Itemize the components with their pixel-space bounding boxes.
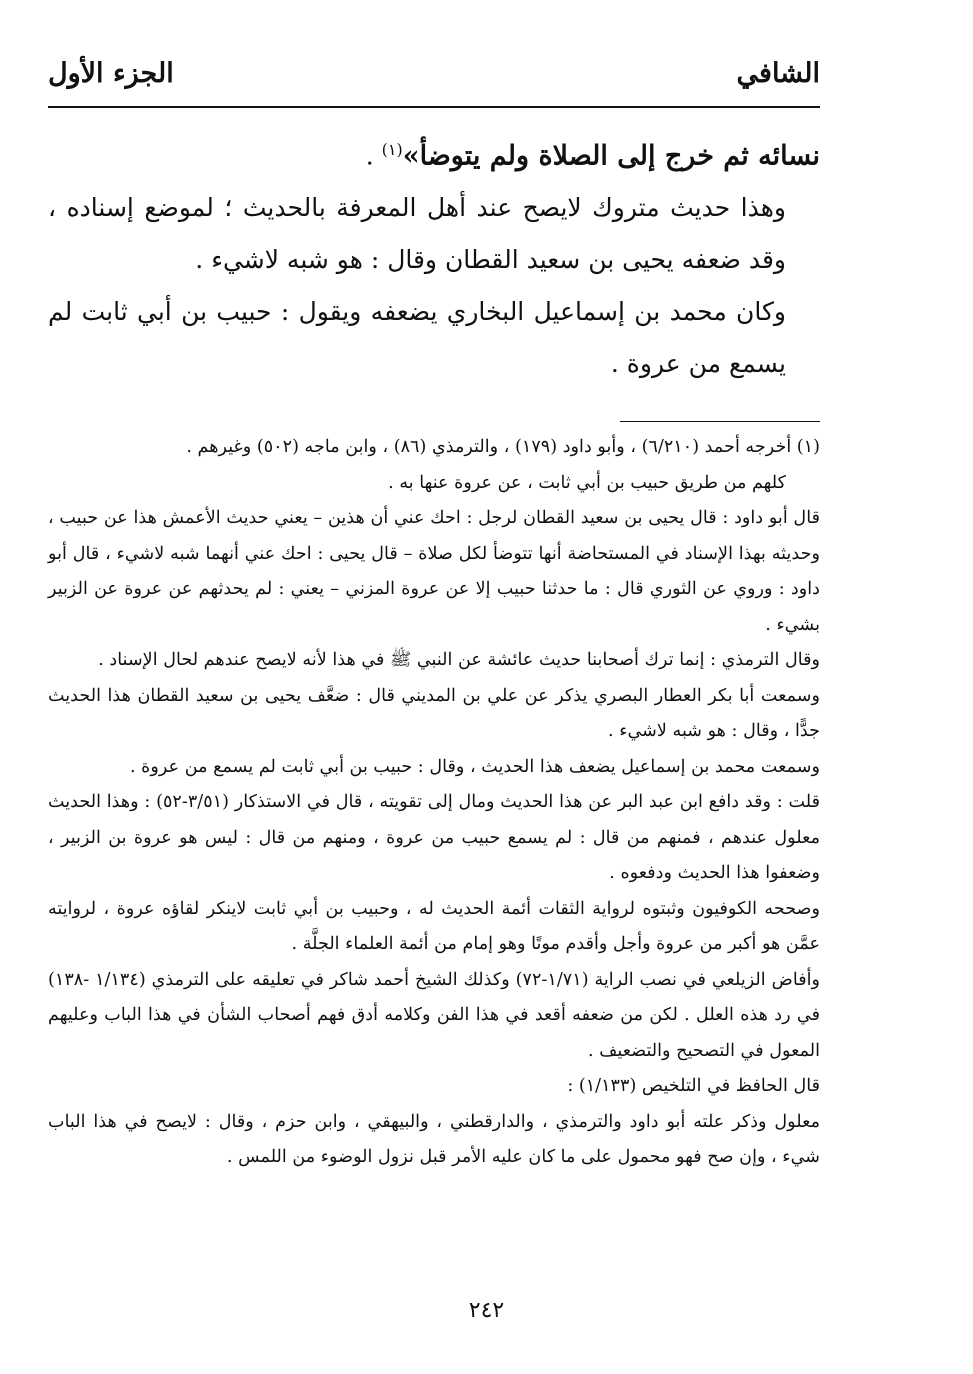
footnote-paragraph: قلت : وقد دافع ابن عبد البر عن هذا الحديث ومال إلى تقويته ، قال في الاستذكار (٣/٥١-٥٢) : وهذا الحديث معلول عندهم ، فمنهم من قال : لم يسمع حبيب من عروة ، ومنهم من قال : ليس هو عروة بن الزبير ، وضعفوا هذا الحديث ودفعوه .: [48, 792, 820, 883]
footnote-paragraph: وقال الترمذي : إنما ترك أصحابنا حديث عائشة عن النبي ﷺ في هذا لأنه لايصح عندهم لحال الإسناد .: [98, 650, 820, 670]
page-number: ٢٤٢: [468, 1298, 505, 1323]
footnote-paragraph: معلول وذكر علته أبو داود والترمذي ، والدارقطني ، والبيهقي ، وابن حزم ، وقال : لايصح في هذا الباب شيء ، وإن صح فهو محمول على ما كان عليه الأمر قبل نزول الوضوء من اللمس .: [48, 1111, 820, 1167]
footnote-line: كلهم من طريق حبيب بن أبي ثابت ، عن عروة عنها به .: [388, 472, 786, 493]
book-title: الشافي: [736, 58, 820, 89]
footnote-paragraph: وسمعت أبا بكر العطار البصري يذكر عن علي بن المديني قال : ضعَّف يحيى بن سعيد القطان هذا الحديث جدًّا ، وقال : هو شبه لاشيء .: [48, 685, 820, 741]
footnote-paragraph: وصححه الكوفيون وثبتوه لرواية الثقات أئمة الحديث له ، وحبيب بن أبي ثابت لاينكر لقاؤه عروة ، لروايته عمَّن هو أكبر من عروة وأجل وأقدم موتًا وهو إمام من أئمة العلماء الجلَّة .: [48, 898, 820, 954]
line-end: .: [365, 141, 382, 171]
footnotes: [48, 430, 820, 1176]
main-paragraph-2: وهذا حديث متروك لايصح عند أهل المعرفة بالحديث ؛ لموضع إسناده ، وقد ضعفه يحيى بن سعيد القطان وقال : هو شبه لاشيء .: [48, 193, 786, 275]
main-paragraph-3: وكان محمد بن إسماعيل البخاري يضعفه ويقول : حبيب بن أبي ثابت لم يسمع من عروة .: [48, 297, 786, 379]
main-line-1: [48, 124, 820, 182]
footnote-1: (١) أخرجه أحمد (٦/٢١٠) ، وأبو داود (١٧٩) ، والترمذي (٨٦) ، وابن ماجه (٥٠٢) وغيرهم .: [186, 437, 820, 457]
hadith-end-text: نسائه ثم خرج إلى الصلاة ولم يتوضأ»: [402, 140, 820, 172]
footnote-separator: [620, 421, 820, 422]
main-text: [48, 124, 820, 390]
footnote-paragraph: قال أبو داود : قال يحيى بن سعيد القطان لرجل : احك عني أن هذين – يعني حديث الأعمش هذا عن حبيب ، وحديثه بهذا الإسناد في المستحاضة أنها تتوضأ لكل صلاة – قال يحيى : احك عني أنهما شبه لاشيء ، قال أبو داود : وروي عن الثوري قال : ما حدثنا حبيب إلا عن عروة المزني – يعني : لم يحدثهم عن عروة عن الزبير بشيء .: [48, 508, 820, 635]
footnote-paragraph: وأفاض الزيلعي في نصب الراية (١/٧١-٧٢) وكذلك الشيخ أحمد شاكر في تعليقه على الترمذي (١/١٣٤ -١٣٨) في رد هذه العلل . لكن من ضعفه أقعد في هذا الفن وكلامه أدق فهم أصحاب الشأن في هذا الباب وعليهم المعول في التصحيح والتضعيف .: [48, 969, 820, 1061]
running-header: [48, 58, 820, 98]
header-rule: [48, 106, 820, 108]
footnote-ref: (١): [381, 140, 403, 159]
footnote-paragraph: وسمعت محمد بن إسماعيل يضعف هذا الحديث ، وقال : حبيب بن أبي ثابت لم يسمع من عروة .: [130, 756, 820, 777]
footnote-paragraph: قال الحافظ في التلخيص (١/١٣٣) :: [567, 1076, 820, 1096]
part-label: الجزء الأول: [48, 58, 174, 89]
